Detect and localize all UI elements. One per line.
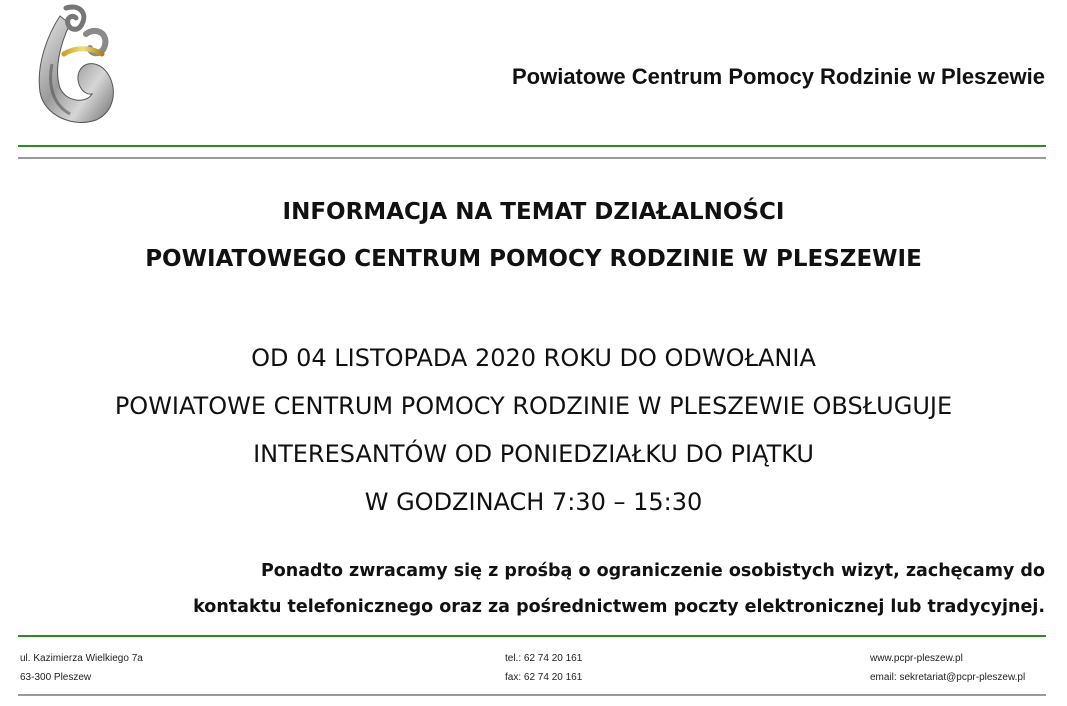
- notice-line-3: INTERESANTÓW OD PONIEDZIAŁKU DO PIĄTKU: [253, 440, 814, 468]
- footer-divider-gray: [18, 694, 1046, 696]
- logo: [30, 4, 120, 128]
- request-line-1: Ponadto zwracamy się z prośbą o ograniczenie osobistych wizyt, zachęcamy do: [260, 561, 1045, 581]
- footer-website-link[interactable]: www.pcpr-pleszew.pl: [870, 653, 963, 664]
- notice-line-1: OD 04 LISTOPADA 2020 ROKU DO ODWOŁANIA: [251, 344, 816, 372]
- footer-fax: fax: 62 74 20 161: [505, 672, 583, 683]
- request-line-2: kontaktu telefonicznego oraz za pośrednictwem poczty elektronicznej lub tradycyjnej.: [193, 597, 1045, 617]
- footer-divider-green: [18, 635, 1046, 637]
- pcpr-logo-icon: [30, 4, 120, 128]
- footer-phone: tel.: 62 74 20 161: [505, 653, 583, 664]
- organization-name: Powiatowe Centrum Pomocy Rodzinie w Pleszewie: [511, 64, 1045, 89]
- notice-line-4: W GODZINACH 7:30 – 15:30: [364, 488, 703, 516]
- footer-email-link[interactable]: email: sekretariat@pcpr-pleszew.pl: [870, 672, 1026, 683]
- heading-line-2: POWIATOWEGO CENTRUM POMOCY RODZINIE W PLESZEWIE: [145, 246, 922, 272]
- notice-line-2: POWIATOWE CENTRUM POMOCY RODZINIE W PLESZEWIE OBSŁUGUJE: [114, 392, 953, 420]
- header-divider-green: [18, 145, 1046, 147]
- heading-line-1: INFORMACJA NA TEMAT DZIAŁALNOŚCI: [282, 199, 785, 225]
- footer-address-street: ul. Kazimierza Wielkiego 7a: [20, 653, 143, 664]
- header-divider-gray: [18, 157, 1046, 159]
- footer-address-city: 63-300 Pleszew: [20, 672, 92, 683]
